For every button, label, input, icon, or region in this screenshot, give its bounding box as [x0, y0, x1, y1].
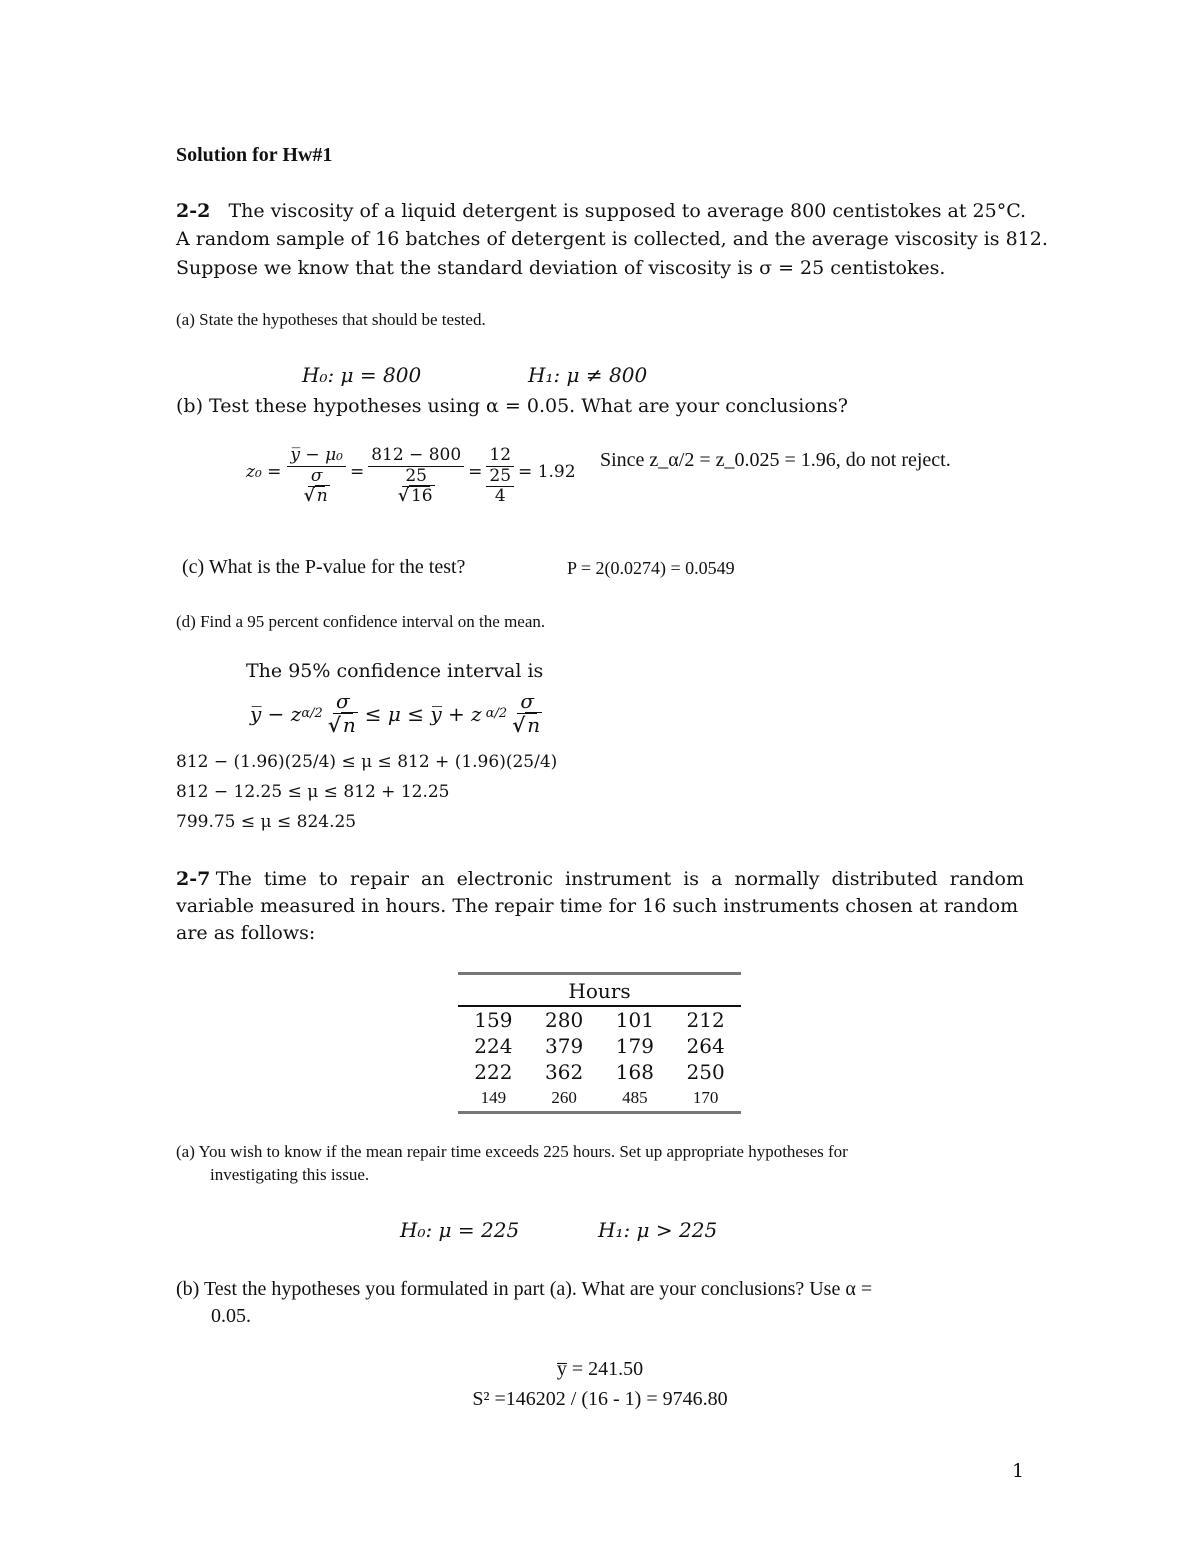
part-b-question: (b) Test these hypotheses using α = 0.05. What are your conclusions? [176, 395, 848, 417]
part-c-question: (c) What is the P-value for the test? [182, 556, 466, 578]
table-row [458, 1033, 741, 1059]
problem-2-2-text: The viscosity of a liquid detergent is supposed to average 800 centistokes at 25°C. [228, 200, 1027, 222]
table-cell: 260 [529, 1085, 600, 1113]
ci-sub-right: α/2 [485, 706, 508, 721]
s-squared-result: S² =146202 / (16 - 1) = 9746.80 [472, 1388, 728, 1410]
sqrt-sign: √ [327, 713, 341, 737]
fraction-2-numerator: 812 − 800 [368, 446, 464, 467]
fraction-1 [287, 446, 346, 507]
fraction-1-sqrt-n: n [316, 486, 328, 507]
hypothesis-h1-2-7: H₁: μ > 225 [598, 1218, 718, 1242]
z-statistic-equation [246, 446, 576, 507]
ci-left: y̅ − z [250, 701, 302, 726]
fraction-1-sqrt [301, 487, 333, 507]
fraction-2-25: 25 [402, 467, 430, 488]
hours-table [458, 972, 741, 1114]
fraction-3-25: 25 [486, 467, 514, 488]
part-d-question: (d) Find a 95 percent confidence interval on the mean. [176, 612, 546, 631]
problem-number-2-2: 2-2 [176, 200, 211, 222]
problem-2-7-line-2: variable measured in hours. The repair time for 16 such instruments chosen at random [176, 895, 1019, 917]
problem-2-7-line-1 [176, 868, 1024, 890]
table-cell: 101 [615, 1008, 654, 1032]
fraction-2 [368, 446, 464, 507]
hypothesis-h1: H₁: μ ≠ 800 [528, 363, 648, 387]
ci-mid: ≤ μ ≤ y̅ + z [364, 701, 482, 726]
part-a-question: (a) State the hypotheses that should be tested. [176, 310, 486, 329]
page-number: 1 [1012, 1460, 1025, 1482]
table-header-hours: Hours [458, 974, 741, 1007]
part-a-question-2-7-line-1: (a) You wish to know if the mean repair time exceeds 225 hours. Set up appropriate hypotheses for [176, 1142, 848, 1161]
problem-number-2-7: 2-7 [176, 868, 211, 890]
ci-sub-left: α/2 [301, 706, 323, 721]
ci-fraction-right [509, 690, 545, 737]
table-cell: 222 [474, 1060, 513, 1084]
table-row [458, 1085, 741, 1113]
table-cell: 212 [686, 1008, 725, 1032]
table-cell: 280 [545, 1008, 584, 1032]
problem-2-7-text: The time to repair an electronic instrument is a normally distributed random [215, 868, 1024, 890]
ci-fraction-left-n: n [342, 713, 356, 737]
table-row [458, 1059, 741, 1085]
table-cell: 179 [615, 1034, 654, 1058]
table-cell: 170 [670, 1085, 741, 1113]
ci-formula [250, 690, 545, 737]
equals-2: = [468, 462, 483, 482]
ci-fraction-right-sqrt [509, 714, 545, 737]
table-cell: 379 [545, 1034, 584, 1058]
ci-line-3: 799.75 ≤ μ ≤ 824.25 [176, 812, 357, 832]
fraction-1-sigma: σ [308, 467, 326, 488]
since-conclusion: Since z_α/2 = z_0.025 = 1.96, do not reject. [600, 449, 951, 471]
table-cell: 264 [686, 1034, 725, 1058]
equals-1: = [349, 462, 365, 482]
z-lhs: z₀ = [246, 462, 282, 482]
z-result: = 1.92 [518, 462, 576, 482]
fraction-3 [486, 446, 514, 507]
ci-fraction-right-sigma: σ [517, 690, 537, 714]
problem-2-2-line-2: A random sample of 16 batches of detergent is collected, and the average viscosity is 812. [176, 228, 1048, 250]
table-cell: 250 [686, 1060, 725, 1084]
fraction-2-sqrt [395, 487, 438, 507]
page-title: Solution for Hw#1 [176, 144, 333, 166]
table-cell: 168 [615, 1060, 654, 1084]
p-value-result: P = 2(0.0274) = 0.0549 [567, 558, 735, 578]
sqrt-sign: √ [512, 713, 526, 737]
ci-line-1: 812 − (1.96)(25/4) ≤ μ ≤ 812 + (1.96)(25/4) [176, 752, 558, 772]
ci-fraction-left [325, 690, 361, 737]
ci-fraction-left-sigma: σ [333, 690, 353, 714]
table-cell: 485 [600, 1085, 671, 1113]
sqrt-sign: √ [397, 486, 409, 507]
fraction-3-numerator: 12 [486, 446, 514, 467]
ci-line-2: 812 − 12.25 ≤ μ ≤ 812 + 12.25 [176, 782, 450, 802]
fraction-1-numerator: y̅ − μ₀ [287, 446, 346, 467]
problem-2-7-line-3: are as follows: [176, 922, 316, 944]
ci-intro: The 95% confidence interval is [246, 660, 544, 682]
part-b-question-2-7-line-2: 0.05. [211, 1305, 251, 1327]
table-cell: 362 [545, 1060, 584, 1084]
ybar-result: y̅ = 241.50 [556, 1358, 644, 1380]
table-cell: 224 [474, 1034, 513, 1058]
fraction-2-sqrt-16: 16 [410, 486, 433, 507]
part-a-question-2-7-line-2: investigating this issue. [210, 1165, 370, 1184]
sqrt-sign: √ [303, 486, 315, 507]
hypothesis-h0-2-7: H₀: μ = 225 [400, 1218, 520, 1242]
problem-2-2-line-1 [176, 200, 1026, 222]
hypothesis-h0: H₀: μ = 800 [302, 363, 422, 387]
ci-fraction-right-n: n [527, 713, 541, 737]
table-cell: 159 [474, 1008, 513, 1032]
table-row [458, 1006, 741, 1033]
table-cell: 149 [458, 1085, 529, 1113]
part-b-question-2-7-line-1: (b) Test the hypotheses you formulated in part (a). What are your conclusions? Use α = [176, 1278, 873, 1300]
problem-2-2-line-3: Suppose we know that the standard deviation of viscosity is σ = 25 centistokes. [176, 257, 946, 279]
fraction-3-4: 4 [494, 486, 506, 507]
ci-fraction-left-sqrt [325, 714, 361, 737]
